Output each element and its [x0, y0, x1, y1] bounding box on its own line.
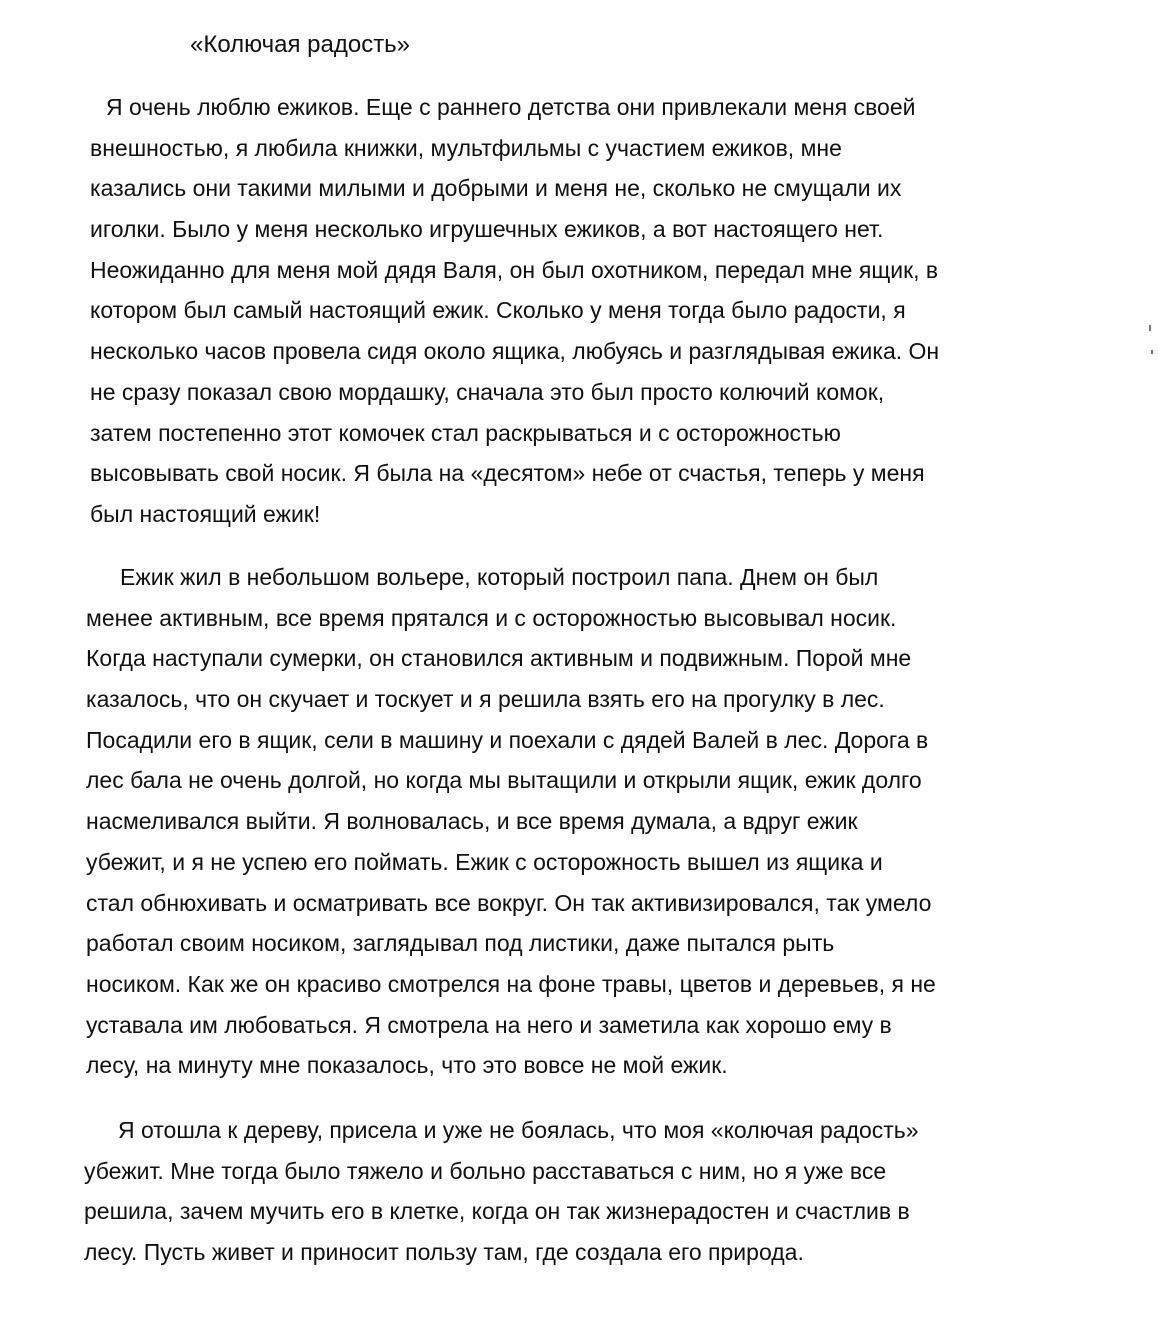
text-line: Ежик жил в небольшом вольере, который построил папа. Днем он был: [120, 564, 879, 590]
text-line: решила, зачем мучить его в клетке, когда он так жизнерадостен и счастлив в: [84, 1198, 910, 1225]
text-line: лесу. Пусть живет и приносит пользу там, где создала его природа.: [84, 1239, 804, 1266]
text-line: лес бала не очень долгой, но когда мы вытащили и открыли ящик, ежик долго: [86, 767, 922, 794]
text-line: стал обнюхивать и осматривать все вокруг. Он так активизировался, так умело: [86, 889, 932, 916]
text-line: затем постепенно этот комочек стал раскрываться и с осторожностью: [90, 419, 841, 446]
scan-speck: [1151, 350, 1153, 354]
text-line: убежит, и я не успею его поймать. Ежик с осторожность вышел из ящика и: [86, 848, 883, 875]
text-line: уставала им любоваться. Я смотрела на него и заметила как хорошо ему в: [86, 1011, 892, 1038]
text-line: Посадили его в ящик, сели в машину и поехали с дядей Валей в лес. Дорога в: [86, 726, 929, 753]
text-line: Я отошла к дереву, присела и уже не боялась, что моя «колючая радость»: [118, 1117, 919, 1143]
text-line: лесу, на минуту мне показалось, что это вовсе не мой ежик.: [86, 1052, 728, 1079]
paragraph-3: [84, 1110, 919, 1273]
text-line: Неожиданно для меня мой дядя Валя, он был охотником, передал мне ящик, в: [90, 256, 939, 283]
scan-speck: [1149, 325, 1151, 331]
text-line: Когда наступали сумерки, он становился активным и подвижным. Порой мне: [86, 645, 912, 672]
text-line: несколько часов провела сидя около ящика, любуясь и разглядывая ежика. Он: [90, 338, 940, 365]
text-line: высовывать свой носик. Я была на «десятом» небе от счастья, теперь у меня: [90, 460, 925, 487]
paragraph-2: [86, 557, 936, 1086]
document-title: «Колючая радость»: [190, 31, 411, 58]
text-line: работал своим носиком, заглядывал под листики, даже пытался рыть: [86, 930, 835, 957]
text-line: носиком. Как же он красиво смотрелся на фоне травы, цветов и деревьев, я не: [86, 970, 936, 997]
text-line: казалось, что он скучает и тоскует и я решила взять его на прогулку в лес.: [86, 686, 885, 713]
text-line: насмеливался выйти. Я волновалась, и все время думала, а вдруг ежик: [86, 808, 858, 835]
text-line: котором был самый настоящий ежик. Сколько у меня тогда было радости, я: [90, 297, 906, 324]
text-line: убежит. Мне тогда было тяжело и больно расставаться с ним, но я уже все: [84, 1157, 887, 1184]
text-line: казались они такими милыми и добрыми и меня не, сколько не смущали их: [90, 175, 902, 202]
text-line: менее активным, все время прятался и с осторожностью высовывал носик.: [86, 604, 897, 631]
paragraph-1: [90, 87, 939, 535]
text-line: не сразу показал свою мордашку, сначала это был просто колючий комок,: [90, 378, 885, 405]
text-line: внешностью, я любила книжки, мультфильмы с участием ежиков, мне: [90, 134, 842, 161]
text-line: Я очень люблю ежиков. Еще с раннего детства они привлекали меня своей: [106, 94, 916, 120]
text-line: иголки. Было у меня несколько игрушечных ежиков, а вот настоящего нет.: [90, 216, 884, 243]
text-line: был настоящий ежик!: [90, 500, 321, 527]
